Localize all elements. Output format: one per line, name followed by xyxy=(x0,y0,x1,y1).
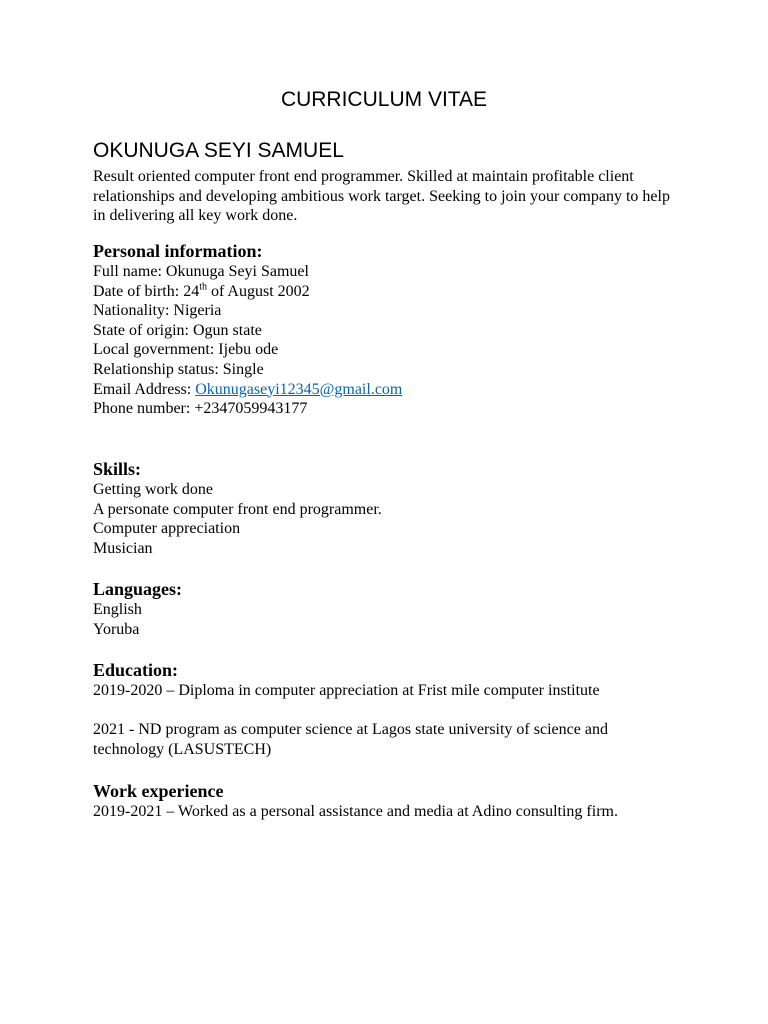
summary-paragraph: Result oriented computer front end programmer. Skilled at maintain profitable client relationships and developing ambitious work target. Seeking to join your company to help in delivering all key work done. xyxy=(93,168,670,225)
nationality-line: Nationality: Nigeria xyxy=(93,302,222,320)
languages-section xyxy=(93,578,693,639)
dob-prefix: Date of birth: 24 xyxy=(93,282,200,300)
local-government-line: Local government: Ijebu ode xyxy=(93,341,279,359)
skills-heading: Skills: xyxy=(93,459,142,479)
candidate-name: OKUNUGA SEYI SAMUEL xyxy=(93,139,344,162)
personal-information-heading: Personal information: xyxy=(93,241,263,261)
education-entry: 2021 - ND program as computer science at Lagos state university of science and technology (LASUSTECH) xyxy=(93,721,608,758)
email-line xyxy=(93,380,693,400)
skill-item: Musician xyxy=(93,539,153,557)
work-experience-section xyxy=(93,780,693,822)
work-entry: 2019-2021 – Worked as a personal assistance and media at Adino consulting firm. xyxy=(93,803,618,820)
date-of-birth-line xyxy=(93,282,693,302)
education-entry: 2019-2020 – Diploma in computer appreciation at Frist mile computer institute xyxy=(93,682,600,699)
skill-item: A personate computer front end programmer. xyxy=(93,500,382,518)
education-heading: Education: xyxy=(93,660,179,680)
language-item: English xyxy=(93,601,142,618)
skill-item: Getting work done xyxy=(93,481,213,498)
language-item: Yoruba xyxy=(93,620,140,638)
relationship-status-line: Relationship status: Single xyxy=(93,360,264,378)
dob-suffix: of August 2002 xyxy=(206,282,310,300)
education-section xyxy=(93,659,693,759)
skills-section xyxy=(93,458,693,558)
spacer xyxy=(93,701,693,721)
dob-ordinal: th xyxy=(199,281,207,293)
work-experience-heading: Work experience xyxy=(93,781,224,801)
skill-item: Computer appreciation xyxy=(93,520,241,538)
full-name-line: Full name: Okunuga Seyi Samuel xyxy=(93,263,309,280)
state-of-origin-line: State of origin: Ogun state xyxy=(93,321,262,339)
personal-information-section xyxy=(93,240,693,419)
document-title: CURRICULUM VITAE xyxy=(280,88,488,111)
email-label: Email Address: xyxy=(93,380,196,398)
email-link[interactable]: Okunugaseyi12345@gmail.com xyxy=(195,380,403,398)
languages-heading: Languages: xyxy=(93,579,183,599)
phone-number-line: Phone number: +2347059943177 xyxy=(93,400,308,418)
